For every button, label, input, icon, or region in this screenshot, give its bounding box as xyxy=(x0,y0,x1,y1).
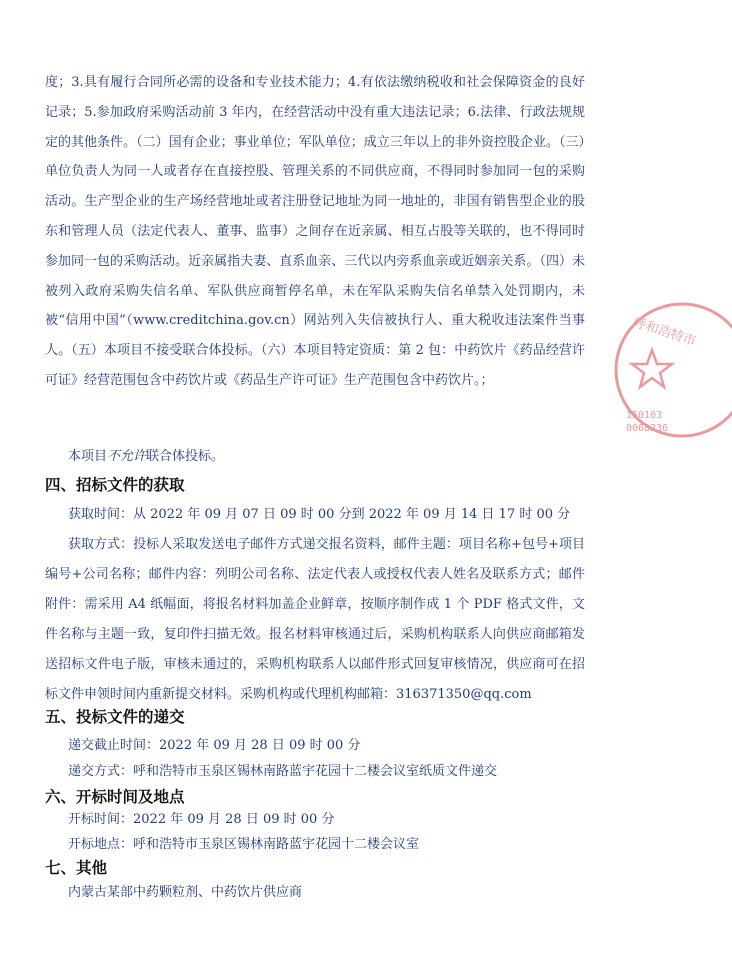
opening-place: 开标地点：呼和浩特市玉泉区锡林南路蓝宇花园十二楼会议室 xyxy=(68,837,420,852)
heading-other: 七、其他 xyxy=(45,859,108,877)
stamp-digits-2: 0068236 xyxy=(626,423,669,434)
consortium-line xyxy=(68,447,224,467)
opening-time: 开标时间：2022 年 09 月 28 日 09 时 00 分 xyxy=(68,812,335,827)
acquisition-method: 获取方式：投标人采取发送电子邮件方式递交报名资料，邮件主题：项目名称+包号+项目编号+公司名称；邮件内容：列明公司名称、法定代表人或授权代表人姓名及联系方式；邮件附件：需采用 A4 纸幅面，将报名材料加盖企业鲜章，按顺序制作成 1 个 PDF 格式文件，文件名称与主题一致，复印件扫描无效。报名材料审核通过后，采购机构联系人向供应商邮箱发送招标文件电子版，审核未通过的，采购机构联系人以邮件形式回复审核情况，供应商可在招标文件申领时间内重新提交材料。采购机构或代理机构邮箱：316371350@qq.com xyxy=(45,537,585,702)
stamp-text-top: 呼和浩特市 xyxy=(631,315,698,350)
other-text: 内蒙古某部中药颗粒剂、中药饮片供应商 xyxy=(68,885,303,900)
red-seal-stamp xyxy=(612,290,732,450)
heading-bid-opening: 六、开标时间及地点 xyxy=(45,788,185,806)
submission-method: 递交方式：呼和浩特市玉泉区锡林南路蓝宇花园十二楼会议室纸质文件递交 xyxy=(68,764,498,779)
stamp-digits-1: 150103 xyxy=(626,410,663,421)
consortium-prefix: 本项目 xyxy=(68,449,108,464)
submission-deadline: 递交截止时间：2022 年 09 月 28 日 09 时 00 分 xyxy=(68,738,361,753)
heading-bid-submission: 五、投标文件的递交 xyxy=(45,708,185,726)
stamp-star-icon xyxy=(632,350,672,387)
consortium-suffix: 联合体投标。 xyxy=(146,449,225,464)
heading-document-acquisition: 四、招标文件的获取 xyxy=(45,476,185,494)
consortium-italic: 不允许 xyxy=(107,449,147,464)
requirements-paragraph: 度；3.具有履行合同所必需的设备和专业技术能力；4.有依法缴纳税收和社会保障资金的良好记录；5.参加政府采购活动前 3 年内，在经营活动中没有重大违法记录；6.法律、行政法规规定的其他条件。（二）国有企业；事业单位；军队单位；成立三年以上的非外资控股企业。（三）单位负责人为同一人或者存在直接控股、管理关系的不同供应商，不得同时参加同一包的采购活动。生产型企业的生产场经营地址或者注册登记地址为同一地址的，非国有销售型企业的股东和管理人员（法定代表人、董事、监事）之间存在近亲属、相互占股等关联的，也不得同时参加同一包的采购活动。近亲属指夫妻、直系血亲、三代以内旁系血亲或近姻亲关系。（四）未被列入政府采购失信名单、军队供应商暂停名单，未在军队采购失信名单禁入处罚期内，未被“信用中国”（www.creditchina.gov.cn）网站列入失信被执行人、重大税收违法案件当事人。（五）本项目不接受联合体投标。（六）本项目特定资质：第 2 包：中药饮片《药品经营许可证》经营范围包含中药饮片或《药品生产许可证》生产范围包含中药饮片。； xyxy=(45,75,585,388)
acquisition-time: 获取时间：从 2022 年 09 月 07 日 09 时 00 分到 2022 年 09 月 14 日 17 时 00 分 xyxy=(68,507,571,522)
